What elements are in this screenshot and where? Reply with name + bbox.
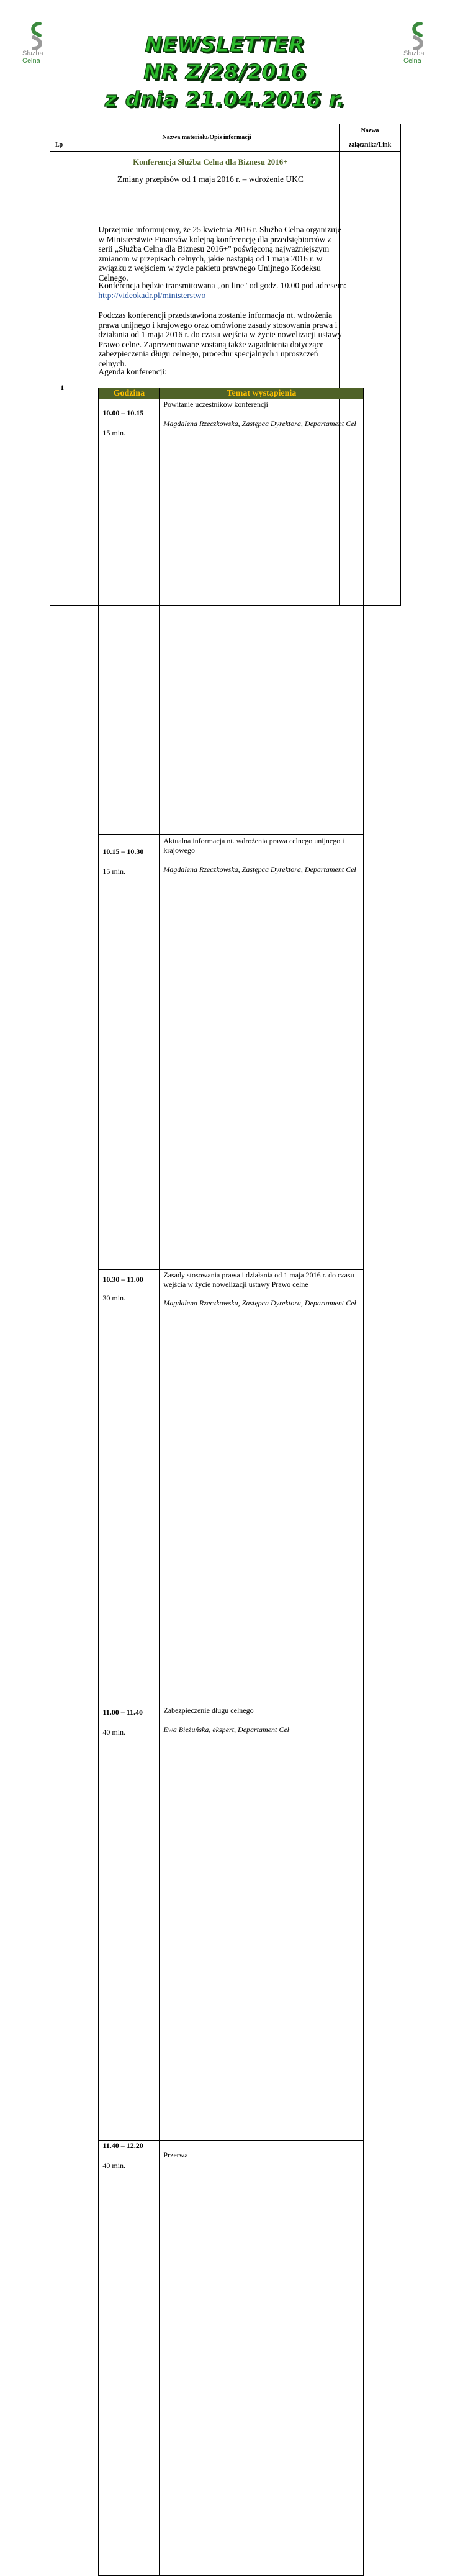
agenda-time: 10.15 – 10.30 [102, 847, 144, 856]
agenda-header-row [99, 388, 364, 399]
newsletter-masthead [62, 31, 388, 113]
agenda-time-cell [99, 2141, 160, 2576]
agenda-duration: 15 min. [102, 867, 126, 876]
agenda-header-topic: Temat wystąpienia [160, 388, 364, 399]
row-content [74, 152, 356, 2170]
agenda-time-cell [99, 835, 160, 1270]
agenda-topic-cell [160, 1270, 364, 1705]
header-attachment-top: Nazwa [361, 127, 379, 134]
agenda-duration: 40 min. [102, 1728, 126, 1736]
agenda-time-cell [99, 1705, 160, 2141]
table-row [99, 2141, 364, 2576]
intro-paragraph: Uprzejmie informujemy, że 25 kwietnia 2016 r. Służba Celna organizuje w Ministerstwie Finansów kolejną konferencję dla przedsiębiorców z serii „Służba Celna dla Biznesu 2016+" poświęconą najważniejszym zmianom w przepisach celnych, jakie nastąpią od 1 maja 2016 r. w związku z wejściem w życie pakietu prawnego Unijnego Kodeksu Celnego. [98, 225, 341, 283]
agenda-time-cell [99, 1270, 160, 1705]
agenda-topic: Przerwa [163, 2151, 188, 2159]
agenda-time: 10.30 – 11.00 [102, 1275, 143, 1284]
conference-title: Konferencja Służba Celna dla Biznesu 2016+ [133, 157, 288, 166]
header-desc: Nazwa materiału/Opis informacji [74, 124, 340, 152]
agenda-topic: Zasady stosowania prawa i działania od 1 maja 2016 r. do czasu wejścia w życie nowelizacji ustawy Prawo celne [163, 1271, 354, 1289]
customs-logo-left [22, 22, 60, 65]
agenda-topic-cell [160, 2141, 364, 2576]
agenda-header-time: Godzina [99, 388, 160, 399]
table-row [99, 1705, 364, 2141]
masthead-date: z dnia 21.04.2016 r. [104, 87, 346, 111]
table-header-row [50, 124, 401, 152]
broadcast-paragraph [98, 281, 346, 300]
agenda-topic-cell [160, 1705, 364, 2141]
masthead-number: NR Z/28/2016 [143, 60, 307, 84]
header-attachment [340, 124, 401, 152]
agenda-table [98, 388, 364, 2576]
table-row [50, 152, 401, 606]
conference-subtitle: Zmiany przepisów od 1 maja 2016 r. – wdrożenie UKC [117, 175, 304, 184]
agenda-speaker: Magdalena Rzeczkowska, Zastępca Dyrektora, Departament Ceł [163, 419, 356, 428]
header-attachment-bottom: załącznika/Link [348, 142, 392, 148]
logo-line2: Celna [22, 57, 40, 65]
masthead-title: NEWSLETTER [145, 32, 305, 57]
agenda-time: 11.00 – 11.40 [102, 1708, 143, 1717]
agenda-time: 10.00 – 10.15 [102, 409, 144, 417]
agenda-duration: 40 min. [102, 2161, 126, 2170]
agenda-duration: 15 min. [102, 429, 126, 437]
agenda-topic: Zabezpieczenie długu celnego [163, 1706, 254, 1715]
agenda-time: 11.40 – 12.20 [102, 2141, 143, 2150]
broadcast-text: Konferencja będzie transmitowana „on line" od godz. 10.00 pod adresem: [98, 281, 346, 290]
agenda-topic: Powitanie uczestników konferencji [163, 400, 268, 409]
table-row [99, 1270, 364, 1705]
agenda-topic: Aktualna informacja nt. wdrożenia prawa celnego unijnego i krajowego [163, 837, 344, 855]
broadcast-link[interactable]: http://videokadr.pl/ministerstwo [98, 290, 206, 300]
agenda-speaker: Magdalena Rzeczkowska, Zastępca Dyrektora, Departament Ceł [163, 1299, 356, 1307]
agenda-topic-cell [160, 835, 364, 1270]
logo-line2: Celna [403, 57, 421, 65]
details-paragraph: Podczas konferencji przedstawiona zostanie informacja nt. wdrożenia prawa unijnego i krajowego oraz omówione zasady stosowania prawa i działania od 1 maja 2016 r. do czasu wejścia w życie nowelizacji ustawy Prawo celne. Zaprezentowane zostaną także zagadnienia dotyczące zabezpieczenia długu celnego, procedur specjalnych i uproszczeń celnych. [98, 311, 342, 368]
agenda-speaker: Magdalena Rzeczkowska, Zastępca Dyrektora, Departament Ceł [163, 865, 356, 874]
customs-logo-right [403, 22, 441, 65]
header-lp: Lp [50, 124, 74, 152]
customs-logo-icon [407, 22, 428, 50]
agenda-time-cell [99, 399, 160, 835]
logo-line1: Służba [403, 50, 425, 57]
agenda-label: Agenda konferencji: [98, 367, 167, 376]
customs-logo-icon [26, 22, 47, 50]
table-row [99, 399, 364, 835]
logo-line1: Służba [22, 50, 43, 57]
agenda-speaker: Ewa Bieżuńska, ekspert, Departament Ceł [163, 1725, 289, 1734]
agenda-topic-cell [160, 399, 364, 835]
agenda-duration: 30 min. [102, 1294, 126, 1302]
row-number: 1 [50, 152, 74, 606]
table-row [99, 835, 364, 1270]
newsletter-table [50, 124, 401, 2170]
